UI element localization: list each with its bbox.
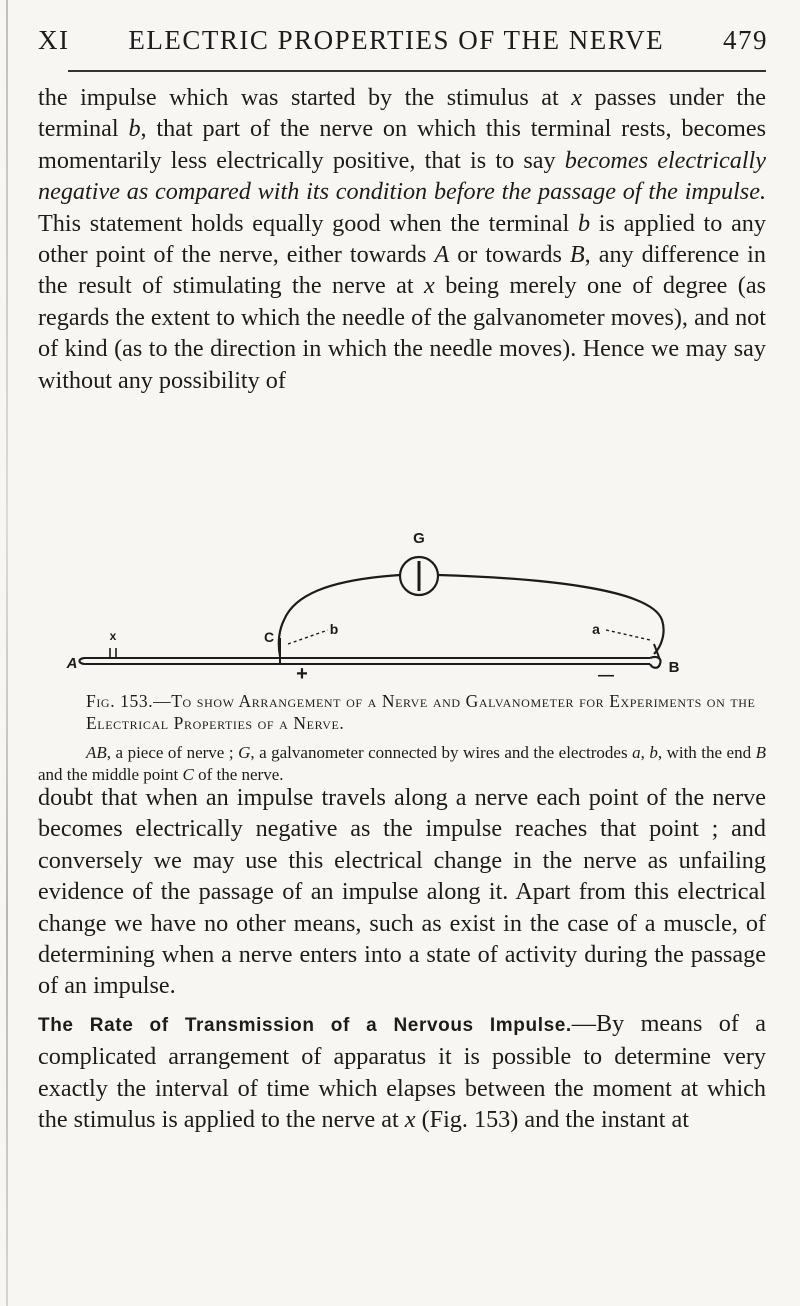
section-heading: The Rate of Transmission of a Nervous Impulse. bbox=[38, 1015, 572, 1036]
paragraph-electrical-negativity: doubt that when an impulse travels along a nerve each point of the nerve becomes electrically negative as the impulse reaches that point ; and conversely we may use this electrical change in the nerve as unfailing evidence of the passage of an impulse along it. Apart from this electrical change we have no other means, such as exist in the case of a muscle, of determining when a nerve enters into a state of activity during the passage of an impulse. bbox=[38, 784, 766, 1000]
figure-caption bbox=[38, 690, 766, 786]
nerve-end-a bbox=[80, 658, 85, 664]
caption-description: AB, a piece of nerve ; G, a galvanometer connected by wires and the electrodes a, b, with the end B and the middle point C of the nerve. bbox=[38, 743, 766, 784]
label-plus: + bbox=[296, 663, 308, 680]
page-edge-shadow bbox=[6, 0, 8, 1306]
label-b: b bbox=[329, 621, 339, 637]
label-C: C bbox=[263, 629, 275, 645]
label-B: B bbox=[668, 659, 680, 676]
caption-title: Fig. 153.—To show Arrangement of a Nerve and Galvanometer for Experiments on the Electrical Properties of a Nerve. bbox=[86, 691, 756, 733]
running-title: ELECTRIC PROPERTIES OF THE NERVE bbox=[128, 24, 665, 55]
chapter-number: XI bbox=[38, 24, 70, 55]
header-rule bbox=[68, 70, 766, 72]
wire-to-electrode-a bbox=[438, 575, 664, 654]
paragraph-continuation: the impulse which was started by the stimulus at x passes under the terminal b, that part of the nerve on which this terminal rests, becomes momentarily less electrically positive, that is to say becomes electrically negative as compared with its condition before the passage of the impulse. This statement holds equally good when the terminal b is applied to any other point of the nerve, either towards A or towards B, any difference in the result of stimulating the nerve at x being merely one of degree (as regards the extent to which the needle of the galvanometer moves), and not of kind (as to the direction in which the needle moves). Hence we may say without any possibility of bbox=[38, 84, 766, 394]
running-header bbox=[38, 20, 768, 60]
label-a: a bbox=[592, 621, 600, 637]
page-number: 479 bbox=[723, 24, 768, 55]
paragraph-rate-of-transmission: The Rate of Transmission of a Nervous Impulse.—By means of a complicated arrangement of apparatus it is possible to determine very exactly the interval of time which elapses between the moment at which the stimulus is applied to the nerve at x (Fig. 153) and the instant at bbox=[38, 1010, 766, 1134]
label-A: A bbox=[66, 655, 78, 672]
emphasized-statement: becomes electrically negative as compared with its condition before the passage of the impulse. bbox=[38, 146, 766, 206]
leader-line-b bbox=[288, 630, 328, 644]
label-x: x bbox=[109, 629, 117, 643]
leader-line-a bbox=[606, 630, 650, 640]
nerve-galvanometer-diagram bbox=[66, 528, 752, 680]
wire-to-electrode-b bbox=[279, 575, 400, 656]
figure-153-diagram bbox=[66, 528, 752, 680]
label-G: G bbox=[413, 530, 425, 547]
label-minus: — bbox=[598, 667, 614, 680]
